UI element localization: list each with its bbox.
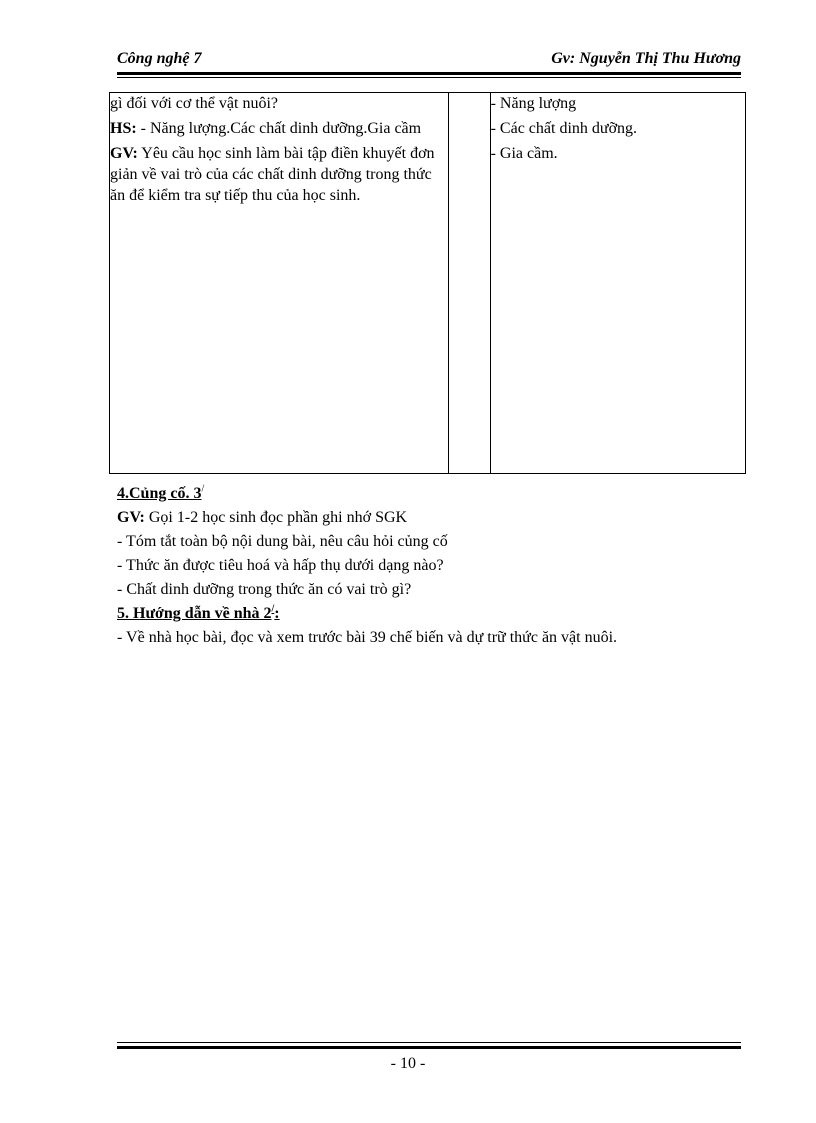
- hs-text: - Năng lượng.Các chất dinh dưỡng.Gia cầm: [136, 120, 422, 137]
- header-author: Gv: Nguyễn Thị Thu Hương: [551, 50, 741, 67]
- header-subject: Công nghệ 7: [117, 50, 202, 67]
- content-line: - Gia cầm.: [490, 145, 558, 162]
- gv-instruction: [110, 143, 448, 206]
- lesson-table: [109, 92, 746, 474]
- question-line: gì đối với cơ thể vật nuôi?: [110, 95, 278, 112]
- section4-title: 4.Củng cố. 3/: [117, 483, 205, 502]
- header-rule: [117, 72, 741, 75]
- gv-text: Yêu cầu học sinh làm bài tập điền khuyết đơn giản về vai trò của các chất dinh dưỡng trong thức ăn để kiểm tra sự tiếp thu của học sinh.: [110, 145, 435, 204]
- activity-cell: [110, 93, 449, 474]
- section4-line: - Tóm tắt toàn bộ nội dung bài, nêu câu hỏi củng cố: [117, 533, 448, 550]
- page-number: - 10 -: [390, 1055, 426, 1072]
- page-body: [117, 482, 757, 650]
- section5-line: - Về nhà học bài, đọc và xem trước bài 39 chế biến và dự trữ thức ăn vật nuôi.: [117, 629, 618, 646]
- middle-cell: [448, 93, 490, 474]
- hs-answer: [110, 118, 448, 139]
- content-line: - Các chất dinh dưỡng.: [490, 120, 638, 137]
- section4-gv: GV: Gọi 1-2 học sinh đọc phần ghi nhớ SGK: [117, 509, 408, 526]
- section4-line: - Chất dinh dưỡng trong thức ăn có vai trò gì?: [117, 581, 412, 598]
- page-header: [117, 50, 741, 72]
- content-cell: [490, 93, 745, 474]
- footer-rule-thin: [117, 1042, 741, 1043]
- hs-label: HS:: [110, 120, 137, 137]
- content-line: - Năng lượng: [490, 95, 577, 112]
- header-rule-thin: [117, 77, 741, 78]
- gv-label: GV:: [110, 145, 138, 162]
- section4-line: - Thức ăn được tiêu hoá và hấp thụ dưới dạng nào?: [117, 557, 444, 574]
- footer-rule: [117, 1046, 741, 1049]
- section5-title: 5. Hướng dẫn về nhà 2/:: [117, 603, 280, 622]
